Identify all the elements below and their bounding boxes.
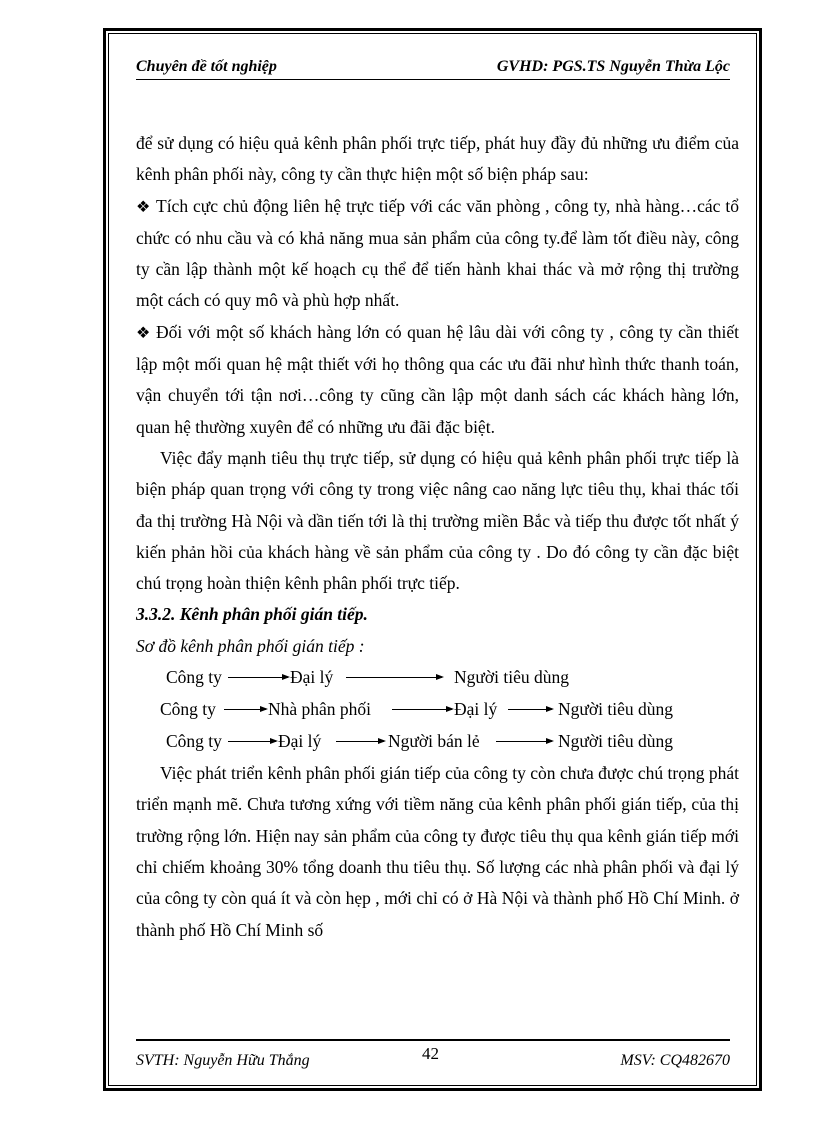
diagram-node: Người tiêu dùng: [558, 699, 673, 720]
diagram-node: Người tiêu dùng: [558, 731, 673, 752]
paragraph: Việc đẩy mạnh tiêu thụ trực tiếp, sử dụng có hiệu quả kênh phân phối trực tiếp là biện pháp quan trọng với công ty trong việc nâng cao năng lực tiêu thụ, khai thác tối đa thị trường Hà Nội và dần tiến tới là thị trường miền Bắc và tiếp thu được tốt nhất ý kiến phản hồi của khách hàng về sản phẩm của công ty . Do đó công ty cần đặc biệt chú trọng hoàn thiện kênh phân phối trực tiếp.: [136, 447, 739, 594]
page-footer: [136, 1046, 730, 1072]
diagram-node: Đại lý: [278, 731, 322, 752]
diagram-node: Công ty: [166, 667, 222, 688]
arrow-icon: [336, 741, 384, 742]
footer-student-id: MSV: CQ482670: [620, 1052, 730, 1069]
bullet-item: [136, 191, 739, 317]
bullet-text: Đối với một số khách hàng lớn có quan hệ lâu dài với công ty , công ty cần thiết lập một mối quan hệ mật thiết với họ thông qua các ưu đãi như hình thức thanh toán, vận chuyển tới tận nơi…công ty cũng cần lập một danh sách các khách hàng lớn, quan hệ thường xuyên để có những ưu đãi đặc biệt.: [136, 321, 739, 437]
diagram-caption: Sơ đồ kênh phân phối gián tiếp :: [136, 635, 365, 656]
arrow-icon: [224, 709, 266, 710]
arrow-icon: [228, 677, 288, 678]
diagram-node: Đại lý: [290, 667, 334, 688]
document-body: [136, 128, 739, 946]
distribution-channel-diagram: [136, 662, 739, 758]
channel-row: [136, 694, 739, 726]
diamond-bullet-icon: ❖: [136, 198, 151, 216]
diagram-node: Nhà phân phối: [268, 699, 372, 720]
diamond-bullet-icon: ❖: [136, 324, 151, 342]
diagram-node: Người tiêu dùng: [454, 667, 569, 688]
diagram-node: Đại lý: [454, 699, 498, 720]
arrow-icon: [392, 709, 452, 710]
paragraph: Việc phát triển kênh phân phối gián tiếp của công ty còn chưa được chú trọng phát triển mạnh mẽ. Chưa tương xứng với tiềm năng của kênh phân phối gián tiếp, của thị trường rộng lớn. Hiện nay sản phẩm của công ty được tiêu thụ qua kênh gián tiếp mới chỉ chiếm khoảng 30% tổng doanh thu tiêu thụ. Số lượng các nhà phân phối và đại lý của công ty còn quá ít và còn hẹp , mới chỉ có ở Hà Nội và thành phố Hồ Chí Minh. ở thành phố Hồ Chí Minh số: [136, 763, 739, 940]
arrow-icon: [508, 709, 552, 710]
header-rule: [136, 79, 730, 80]
diagram-node: Công ty: [160, 699, 216, 720]
page-header: [136, 56, 730, 80]
footer-rule: [136, 1039, 730, 1041]
channel-row: [136, 662, 739, 694]
arrow-icon: [228, 741, 276, 742]
paragraph: để sử dụng có hiệu quả kênh phân phối trực tiếp, phát huy đầy đủ những ưu điểm của kênh phân phối này, công ty cần thực hiện một số biện pháp sau:: [136, 133, 739, 185]
arrow-icon: [346, 677, 442, 678]
diagram-node: Người bán lẻ: [388, 731, 480, 752]
arrow-icon: [496, 741, 552, 742]
header-title: Chuyên đề tốt nghiệp: [136, 58, 277, 75]
section-heading: 3.3.2. Kênh phân phối gián tiếp.: [136, 604, 368, 625]
channel-row: [136, 726, 739, 758]
header-advisor: GVHD: PGS.TS Nguyễn Thừa Lộc: [496, 58, 730, 75]
bullet-text: Tích cực chủ động liên hệ trực tiếp với các văn phòng , công ty, nhà hàng…các tổ chức có nhu cầu và có khả năng mua sản phẩm của công ty.để làm tốt điều này, công ty cần lập thành một kế hoạch cụ thể để tiến hành khai thác và mở rộng thị trường một cách có quy mô và phù hợp nhất.: [136, 195, 739, 311]
diagram-node: Công ty: [166, 731, 222, 752]
footer-student: SVTH: Nguyễn Hữu Thắng: [136, 1052, 310, 1069]
page-number: 42: [422, 1044, 439, 1063]
bullet-item: [136, 317, 739, 443]
